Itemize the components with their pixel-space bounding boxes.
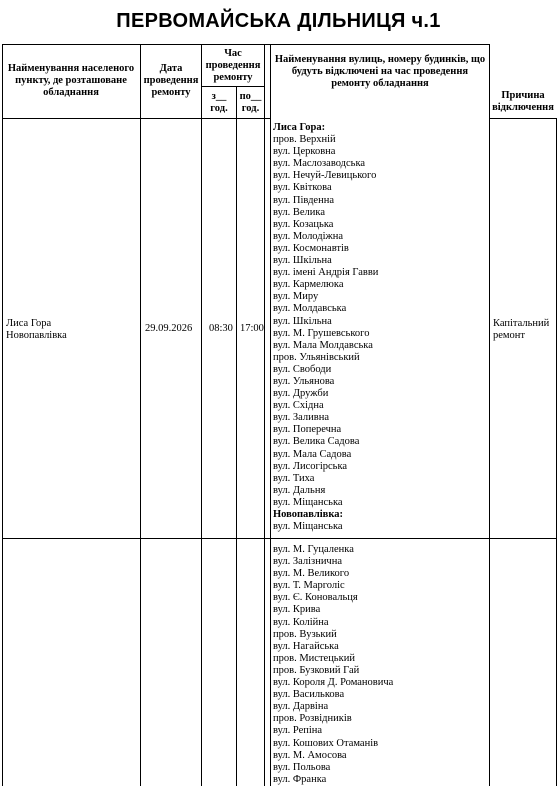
reason-text: ремонт bbox=[493, 330, 526, 341]
street-item: пров. Розвідників bbox=[273, 713, 352, 725]
street-item: вул. Шкільна bbox=[273, 315, 332, 327]
street-item: вул. Миру bbox=[273, 291, 319, 303]
page-title: ПЕРВОМАЙСЬКА ДІЛЬНИЦЯ ч.1 bbox=[116, 10, 441, 32]
street-list bbox=[273, 122, 378, 533]
street-item: вул. Велика bbox=[273, 206, 326, 218]
header-time: Час проведення ремонту bbox=[205, 48, 261, 83]
header-from: з__ год. bbox=[210, 91, 228, 114]
settlement-name: Лиса Гора bbox=[6, 318, 52, 329]
col-divider-4 bbox=[264, 44, 265, 786]
street-item: вул. Польова bbox=[273, 761, 331, 773]
street-item: вул. Нечуй-Левицького bbox=[273, 170, 377, 182]
street-item: вул. Нагайська bbox=[273, 640, 339, 652]
col-divider-2 bbox=[201, 44, 202, 786]
street-item: вул. Міщанська bbox=[273, 496, 343, 508]
locality-heading: Новопавлівка: bbox=[273, 509, 343, 520]
street-item: вул. М. Великого bbox=[273, 568, 350, 580]
row-divider bbox=[2, 538, 556, 539]
street-item: вул. Східна bbox=[273, 400, 324, 412]
street-item: пров. Верхній bbox=[273, 134, 336, 146]
street-item: вул. Міщанська bbox=[273, 521, 343, 533]
street-item: вул. Колійна bbox=[273, 616, 329, 628]
repair-date: 29.09.2026 bbox=[145, 323, 193, 334]
street-list bbox=[273, 544, 393, 786]
col-divider-1 bbox=[140, 44, 141, 786]
street-item: пров. Ульянівський bbox=[273, 351, 360, 363]
street-item: вул. Крива bbox=[273, 604, 321, 616]
table-top-border bbox=[2, 44, 489, 45]
street-item: пров. Мистецький bbox=[273, 652, 355, 664]
col-divider-5 bbox=[270, 44, 271, 786]
street-item: вул. Дружби bbox=[273, 388, 329, 400]
street-item: вул. Квіткова bbox=[273, 182, 332, 194]
street-item: вул. Заливна bbox=[273, 412, 329, 424]
street-item: вул. Василькова bbox=[273, 689, 345, 701]
col-divider-3 bbox=[236, 86, 237, 786]
street-item: вул. Залізнична bbox=[273, 556, 342, 568]
street-item: вул. Тиха bbox=[273, 472, 315, 484]
street-item: вул. М. Грушевського bbox=[273, 327, 370, 339]
table-left-border bbox=[2, 44, 3, 786]
street-item: вул. Кармелюка bbox=[273, 279, 344, 291]
street-item: вул. Франка bbox=[273, 773, 327, 785]
street-item: вул. Поперечна bbox=[273, 424, 342, 436]
street-item: вул. Маслозаводська bbox=[273, 158, 366, 170]
col-divider-6 bbox=[489, 44, 490, 786]
header-bottom-border-right bbox=[489, 118, 556, 119]
street-item: вул. Космонавтів bbox=[273, 242, 349, 254]
header-to: по__ год. bbox=[239, 91, 262, 114]
street-item: вул. Козацька bbox=[273, 218, 334, 230]
reason-text: Капітальний bbox=[493, 318, 550, 329]
street-item: вул. Свободи bbox=[273, 363, 332, 375]
street-item: пров. Бузковий Гай bbox=[273, 664, 360, 676]
street-item: вул. Молодіжна bbox=[273, 230, 344, 242]
header-reason: Причина відключення bbox=[492, 90, 554, 113]
street-item: вул. М. Гуцаленка bbox=[273, 544, 354, 555]
settlement-cell bbox=[6, 318, 67, 342]
street-item: вул. Кошових Отаманів bbox=[273, 737, 379, 749]
street-item: вул. Т. Марголіс bbox=[273, 580, 345, 592]
header-bottom-border bbox=[2, 118, 270, 119]
header-date: Дата проведення ремонту bbox=[143, 63, 199, 98]
street-item: вул. Дарвіна bbox=[273, 701, 329, 713]
street-item: вул. Дальня bbox=[273, 484, 326, 496]
street-item: вул. Є. Коновальця bbox=[273, 592, 358, 604]
header-settlement: Найменування населеного пункту, де розташоване обладнання bbox=[7, 63, 135, 98]
street-item: вул. Репіна bbox=[273, 725, 323, 737]
street-item: вул. Ульянова bbox=[273, 375, 335, 387]
street-item: вул. імені Андрія Гавви bbox=[273, 267, 379, 279]
header-streets: Найменування вулиць, номеру будинків, що будуть відключені на час проведення ремонту обладнання bbox=[274, 54, 486, 89]
street-item: вул. Мала Молдавська bbox=[273, 339, 373, 351]
time-to: 17:00 bbox=[240, 323, 264, 334]
street-item: вул. Велика Садова bbox=[273, 436, 360, 448]
time-from: 08:30 bbox=[209, 323, 233, 334]
street-item: пров. Вузький bbox=[273, 628, 337, 640]
street-item: вул. Мала Садова bbox=[273, 448, 352, 460]
reason-cell bbox=[493, 318, 549, 342]
street-item: вул. Молдавська bbox=[273, 303, 347, 315]
street-item: вул. Церковна bbox=[273, 146, 336, 158]
street-item: вул. Шкільна bbox=[273, 255, 332, 267]
street-item: вул. Лисогірська bbox=[273, 460, 348, 472]
time-header-divider bbox=[201, 86, 264, 87]
street-item: вул. Південна bbox=[273, 194, 334, 206]
street-item: вул. М. Амосова bbox=[273, 749, 347, 761]
locality-heading: Лиса Гора: bbox=[273, 122, 326, 133]
street-item: вул. Короля Д. Романовича bbox=[273, 677, 394, 689]
settlement-name: Новопавлівка bbox=[6, 330, 67, 341]
